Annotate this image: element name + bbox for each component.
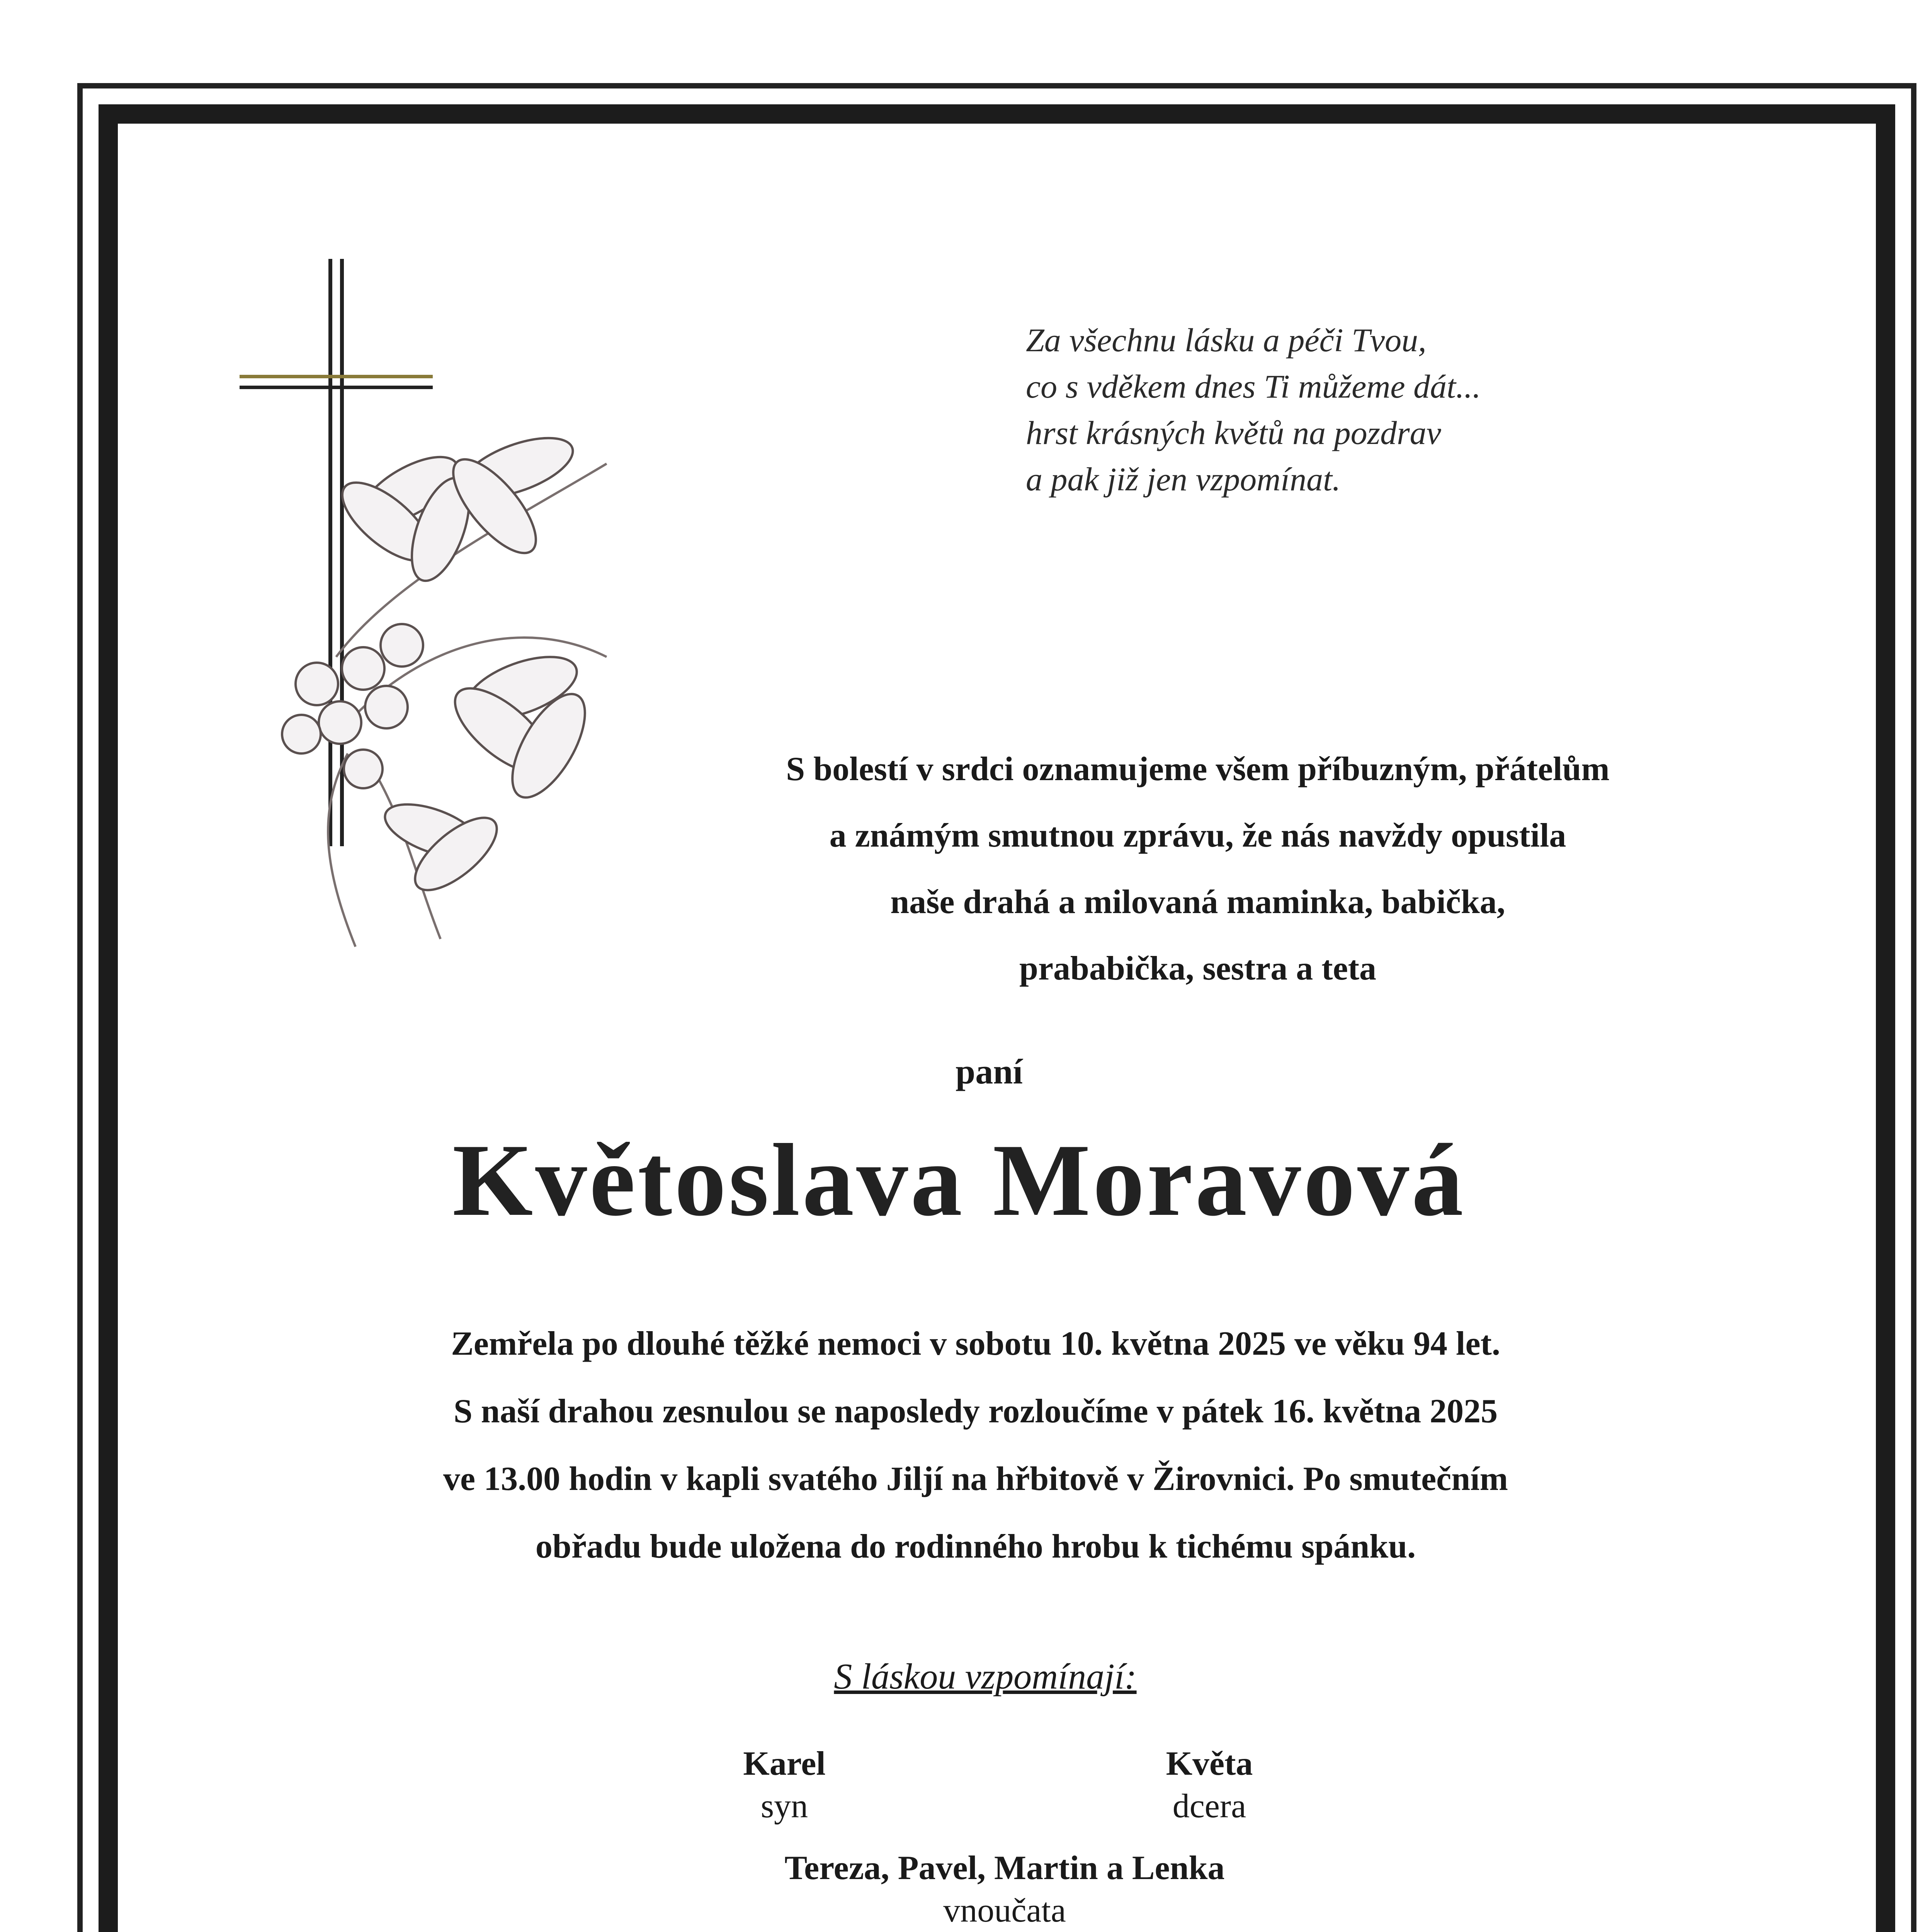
deceased-name: Květoslava Moravová xyxy=(452,1122,1466,1237)
poem-line: a pak již jen vzpomínat. xyxy=(1026,461,1341,498)
announcement-line: naše drahá a milovaná maminka, babička, xyxy=(890,883,1505,921)
mourner-name: Karel xyxy=(743,1745,826,1782)
death-notice-line: S naší drahou zesnulou se naposledy rozloučíme v pátek 16. května 2025 xyxy=(453,1393,1498,1430)
poem-line: hrst krásných květů na pozdrav xyxy=(1026,414,1441,451)
memorial-poem xyxy=(1026,317,1644,502)
death-notice-line: obřadu bude uložena do rodinného hrobu k tichému spánku. xyxy=(535,1528,1416,1565)
deceased-title: paní xyxy=(956,1052,1023,1091)
announcement xyxy=(560,736,1835,1002)
mourner-grandchildren xyxy=(618,1847,1391,1932)
mourners-heading: S láskou vzpomínají: xyxy=(834,1656,1137,1697)
poem-line: Za všechnu lásku a péči Tvou, xyxy=(1026,321,1427,359)
announcement-line: S bolestí v srdci oznamujeme všem příbuzným, přátelům xyxy=(786,750,1610,788)
poem-line: co s vděkem dnes Ti můžeme dát... xyxy=(1026,368,1481,405)
death-notice xyxy=(155,1310,1797,1580)
mourner-name: Tereza, Pavel, Martin a Lenka xyxy=(784,1849,1225,1887)
mourner-daughter xyxy=(1082,1743,1337,1828)
announcement-line: a známým smutnou zprávu, že nás navždy opustila xyxy=(829,817,1566,854)
mourner-relation: vnoučata xyxy=(943,1892,1066,1929)
mourner-name: Květa xyxy=(1166,1745,1253,1782)
mourner-son xyxy=(657,1743,912,1828)
mourner-relation: dcera xyxy=(1172,1787,1246,1825)
announcement-line: prababička, sestra a teta xyxy=(1019,950,1376,987)
death-notice-line: Zemřela po dlouhé těžké nemoci v sobotu 10. května 2025 ve věku 94 let. xyxy=(451,1325,1500,1362)
death-notice-line: ve 13.00 hodin v kapli svatého Jiljí na hřbitově v Žirovnici. Po smutečním xyxy=(443,1460,1508,1498)
mourner-relation: syn xyxy=(760,1787,808,1825)
